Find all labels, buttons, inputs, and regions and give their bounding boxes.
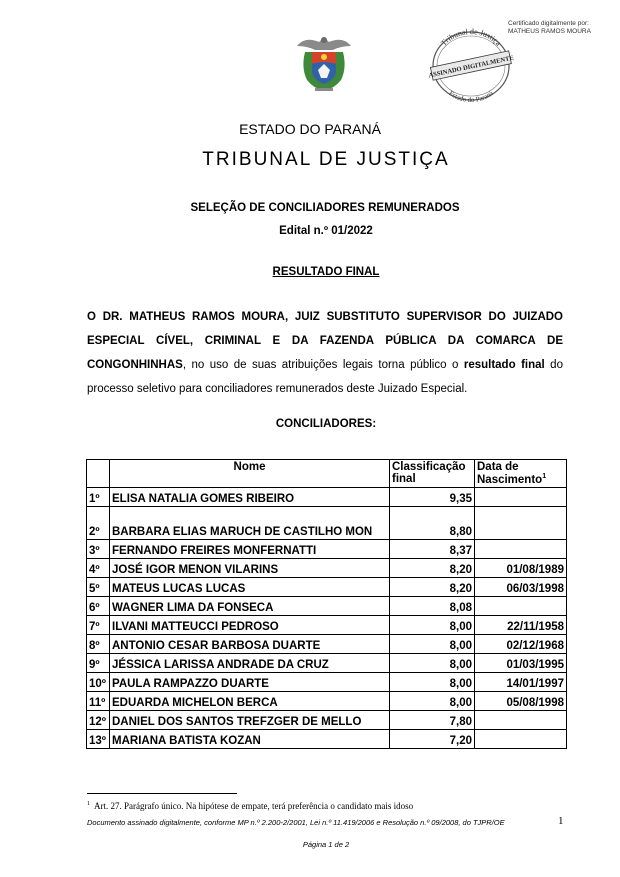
results-table: [86, 459, 567, 749]
intro-bold-part-2: resultado final: [463, 359, 545, 371]
certificate-line-2: MATHEUS RAMOS MOURA: [508, 28, 591, 35]
cell-name: FERNANDO FREIRES MONFERNATTI: [110, 539, 390, 558]
cell-position: 1º: [87, 487, 110, 506]
cell-name: JÉSSICA LARISSA ANDRADE DA CRUZ: [110, 653, 390, 672]
digital-signature-notice: Documento assinado digitalmente, conforme MP n.º 2.200-2/2001, Lei n.º 11.419/2006 e Resolução n.º 09/2008, do TJPR/OE: [87, 818, 505, 827]
cell-name: MATEUS LUCAS LUCAS: [110, 577, 390, 596]
cell-name: ANTONIO CESAR BARBOSA DUARTE: [110, 634, 390, 653]
seal-band-text: ASSINADO DIGITALMENTE: [428, 54, 515, 80]
cell-position: 11º: [87, 691, 110, 710]
intro-paragraph: [87, 305, 563, 401]
cell-position: 12º: [87, 710, 110, 729]
cell-score: 8,20: [390, 558, 475, 577]
cell-name: MARIANA BATISTA KOZAN: [110, 729, 390, 748]
table-row: [87, 729, 567, 748]
table-row: [87, 577, 567, 596]
parana-coat-of-arms-icon: [293, 34, 355, 94]
table-row: [87, 672, 567, 691]
svg-text:Tribunal de Justiça: [439, 27, 503, 48]
cell-position: 3º: [87, 539, 110, 558]
cell-birth-date: [475, 710, 567, 729]
cell-position: 5º: [87, 577, 110, 596]
header-date-line1: Data de: [477, 461, 519, 473]
cell-name: PAULA RAMPAZZO DUARTE: [110, 672, 390, 691]
table-row: [87, 710, 567, 729]
cell-score: 8,00: [390, 634, 475, 653]
cell-name: DANIEL DOS SANTOS TREFZGER DE MELLO: [110, 710, 390, 729]
cell-score: 8,08: [390, 596, 475, 615]
cell-birth-date: 06/03/1998: [475, 577, 567, 596]
intro-normal-part-1: , no uso de suas atribuições legais torna público o: [182, 359, 464, 371]
cell-score: 8,80: [390, 506, 475, 539]
header-score: [390, 460, 475, 488]
header-date-footnote-ref: 1: [542, 473, 547, 480]
cell-birth-date: 02/12/1968: [475, 634, 567, 653]
table-row: [87, 596, 567, 615]
cell-score: 7,80: [390, 710, 475, 729]
cell-birth-date: 01/03/1995: [475, 653, 567, 672]
table-header-row: [87, 460, 567, 488]
page-of-total: Página 1 de 2: [302, 840, 350, 849]
cell-birth-date: 14/01/1997: [475, 672, 567, 691]
cell-score: 8,00: [390, 653, 475, 672]
cell-position: 6º: [87, 596, 110, 615]
edital-number: Edital n.º 01/2022: [279, 225, 373, 237]
footnote-divider: [87, 793, 237, 794]
seal-bottom-text: Estado do Paraná: [447, 89, 495, 102]
cell-score: 8,00: [390, 672, 475, 691]
cell-score: 7,20: [390, 729, 475, 748]
cell-birth-date: 05/08/1998: [475, 691, 567, 710]
cell-name: BARBARA ELIAS MARUCH DE CASTILHO MON: [110, 506, 390, 539]
header-name: Nome: [110, 460, 390, 488]
seal-top-text: Tribunal de Justiça: [439, 26, 503, 48]
table-row: [87, 539, 567, 558]
header-score-line1: Classificação: [392, 461, 466, 473]
table-row: [87, 634, 567, 653]
cell-birth-date: [475, 487, 567, 506]
cell-birth-date: 22/11/1958: [475, 615, 567, 634]
cell-birth-date: [475, 506, 567, 539]
page-number: 1: [558, 815, 564, 827]
table-row: [87, 653, 567, 672]
cell-name: JOSÉ IGOR MENON VILARINS: [110, 558, 390, 577]
footnote-number: 1: [87, 801, 90, 807]
cell-position: 4º: [87, 558, 110, 577]
cell-score: 8,00: [390, 691, 475, 710]
cell-birth-date: [475, 539, 567, 558]
header-birth-date: [475, 460, 567, 488]
digital-certificate-note: [508, 20, 613, 36]
cell-position: 10º: [87, 672, 110, 691]
intro-normal-part-2: do processo seletivo para conciliadores remunerados deste Juizado Especial.: [87, 359, 563, 395]
cell-position: 9º: [87, 653, 110, 672]
state-name: ESTADO DO PARANÁ: [239, 121, 381, 137]
cell-position: 13º: [87, 729, 110, 748]
header-date-line2: Nascimento: [477, 473, 543, 486]
section-title: CONCILIADORES:: [275, 418, 377, 430]
cell-name: ELISA NATALIA GOMES RIBEIRO: [110, 487, 390, 506]
cell-score: 8,00: [390, 615, 475, 634]
cell-position: 7º: [87, 615, 110, 634]
intro-bold-part: O DR. MATHEUS RAMOS MOURA, JUIZ SUBSTITUTO SUPERVISOR DO JUIZADO ESPECIAL CÍVEL, CRIMINAL E DA FAZENDA PÚBLICA DA COMARCA DE CONGONHINHAS: [87, 311, 563, 371]
cell-birth-date: 01/08/1989: [475, 558, 567, 577]
table-row: [87, 558, 567, 577]
court-name: TRIBUNAL DE JUSTIÇA: [202, 149, 450, 170]
cell-birth-date: [475, 596, 567, 615]
certificate-line-1: Certificado digitalmente por:: [508, 20, 589, 27]
digital-signature-seal-icon: [425, 26, 517, 102]
cell-name: WAGNER LIMA DA FONSECA: [110, 596, 390, 615]
cell-position: 8º: [87, 634, 110, 653]
footnote-text: Art. 27. Parágrafo único. Na hipótese de empate, terá preferência o candidato mais idoso: [94, 801, 414, 811]
svg-text:Estado do Paraná: [447, 89, 495, 102]
cell-birth-date: [475, 729, 567, 748]
cell-score: 8,20: [390, 577, 475, 596]
cell-score: 8,37: [390, 539, 475, 558]
cell-name: EDUARDA MICHELON BERCA: [110, 691, 390, 710]
table-row: [87, 487, 567, 506]
header-score-line2: final: [392, 473, 416, 485]
cell-position: 2º: [87, 506, 110, 539]
table-row: [87, 506, 567, 539]
table-row: [87, 615, 567, 634]
table-row: [87, 691, 567, 710]
footnote: [87, 801, 567, 811]
selection-title: SELEÇÃO DE CONCILIADORES REMUNERADOS: [190, 202, 460, 214]
cell-name: ILVANI MATTEUCCI PEDROSO: [110, 615, 390, 634]
header-position: [87, 460, 110, 488]
cell-score: 9,35: [390, 487, 475, 506]
result-title: RESULTADO FINAL: [272, 266, 380, 278]
